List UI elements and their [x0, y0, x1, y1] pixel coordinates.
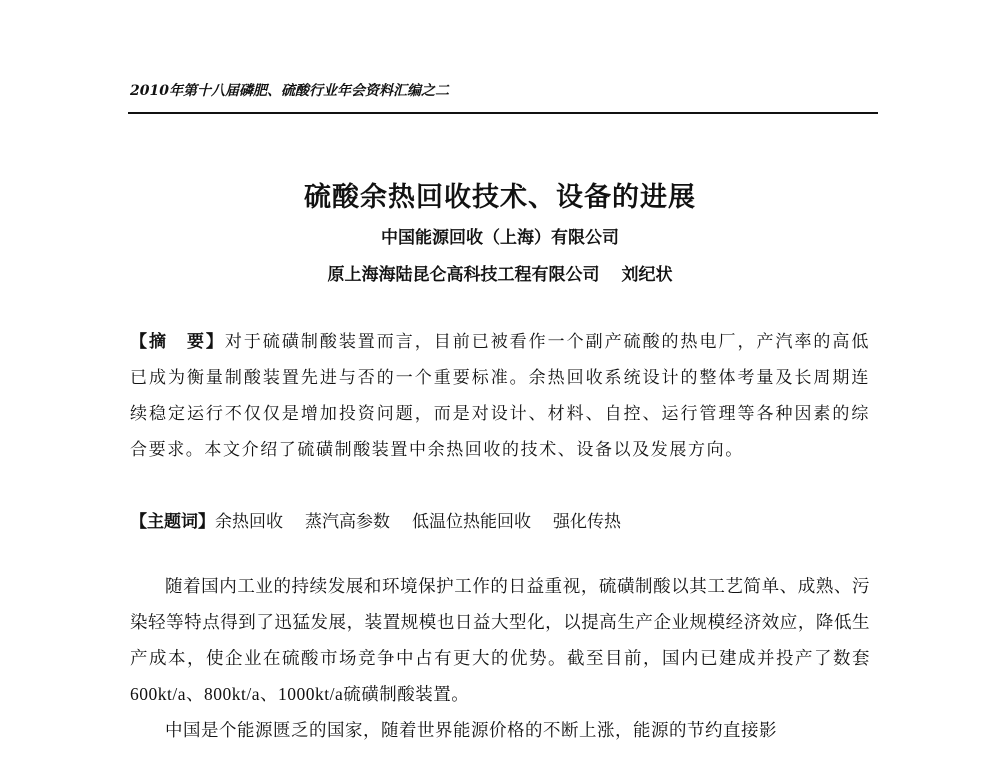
affiliation-2	[0, 260, 1000, 285]
body-paragraph-1: 随着国内工业的持续发展和环境保护工作的日益重视，硫磺制酸以其工艺简单、成熟、污染轻等特点得到了迅猛发展，装置规模也日益大型化，以提高生产企业规模经济效应，降低生产成本，使企业在硫酸市场竞争中占有更大的优势。截至目前，国内已建成并投产了数套600kt/a、800kt/a、1000kt/a硫磺制酸装置。	[130, 576, 870, 704]
abstract-text: 对于硫磺制酸装置而言，目前已被看作一个副产硫酸的热电厂，产汽率的高低已成为衡量制酸装置先进与否的一个重要标准。余热回收系统设计的整体考量及长周期连续稳定运行不仅仅是增加投资问题，而是对设计、材料、自控、运行管理等各种因素的综合要求。本文介绍了硫磺制酸装置中余热回收的技术、设备以及发展方向。	[130, 332, 870, 460]
author-name: 刘纪状	[621, 265, 673, 285]
keywords	[130, 504, 870, 540]
running-header: 2010年第十八届磷肥、硫酸行业年会资料汇编之二	[130, 83, 449, 99]
keyword-item: 强化传热	[553, 512, 621, 532]
affiliation-1-text: 中国能源回收（上海）有限公司	[381, 228, 619, 248]
affiliation-1	[0, 223, 1000, 248]
article-title: 硫酸余热回收技术、设备的进展	[304, 182, 696, 213]
abstract	[130, 324, 870, 468]
affiliation-2-text: 原上海海陆昆仑高科技工程有限公司	[327, 265, 600, 285]
keyword-item: 蒸汽高参数	[305, 512, 390, 532]
keyword-item: 余热回收	[215, 512, 283, 532]
abstract-label: 【摘 要】	[130, 332, 225, 352]
keywords-label: 【主题词】	[130, 512, 215, 532]
keyword-item: 低温位热能回收	[412, 512, 531, 532]
body-paragraph-2: 中国是个能源匮乏的国家，随着世界能源价格的不断上涨，能源的节约直接影	[165, 720, 777, 740]
header-rule	[128, 112, 878, 114]
body-text	[130, 568, 870, 748]
